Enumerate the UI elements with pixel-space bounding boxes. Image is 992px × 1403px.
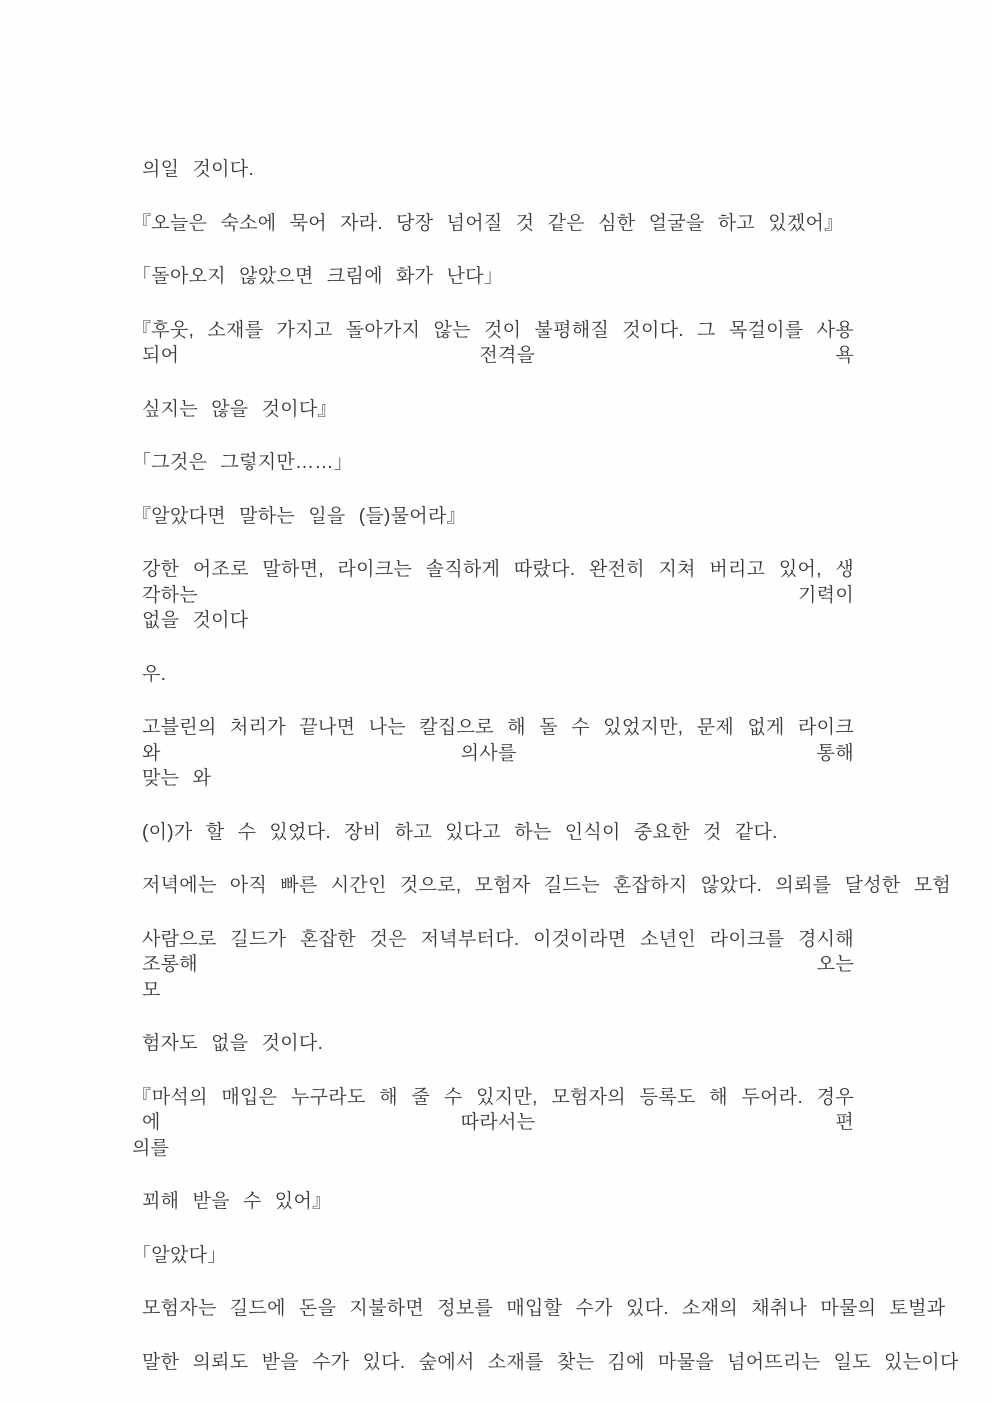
text-line: 『오늘은 숙소에 묵어 자라. 당장 넘어질 것 같은 심한 얼굴을 하고 있겠어』 — [132, 212, 844, 234]
paragraph — [132, 1085, 854, 1162]
text-line: 『후웃, 소재를 가지고 돌아가지 않는 것이 불평해질 것이다. 그 목걸이를 사용되어 전격을 욕 — [132, 319, 854, 366]
paragraph — [142, 820, 854, 846]
text-line: (이)가 할 수 있었다. 장비 하고 있다고 하는 인식이 중요한 것 같다. — [142, 821, 778, 843]
paragraph — [132, 318, 854, 369]
paragraph — [132, 450, 854, 476]
text-line: 싶지는 않을 것이다』 — [142, 398, 337, 420]
text-line: 없을 것이다 — [142, 610, 249, 631]
text-line: 『알았다면 말하는 일을 (들)물어라』 — [132, 505, 466, 527]
paragraph — [132, 264, 854, 290]
text-line: 맞는 와 — [142, 768, 212, 789]
paragraph — [142, 1296, 946, 1322]
text-line: 저녁에는 아직 빠른 시간인 것으로, 모험자 길드는 혼잡하지 않았다. 의뢰를 달성한 모험 — [142, 875, 952, 896]
paragraph — [142, 1189, 854, 1215]
paragraph — [132, 1243, 854, 1269]
paragraph — [142, 873, 952, 899]
paragraph — [142, 1031, 854, 1057]
text-line: 꾀해 받을 수 있어』 — [142, 1191, 332, 1212]
text-line: 우. — [142, 663, 167, 685]
text-line: 말한 의뢰도 받을 수가 있다. 숲에서 소재를 찾는 김에 마물을 넘어뜨리는 일도 있는이다 — [142, 1351, 959, 1373]
text-line: 의를 — [132, 1137, 170, 1159]
paragraph — [142, 157, 854, 183]
paragraph — [142, 1350, 959, 1376]
paragraph — [132, 504, 854, 530]
paragraph — [142, 662, 854, 688]
paragraph — [142, 927, 854, 1004]
paragraph — [142, 715, 854, 792]
text-line: 모험자는 길드에 돈을 지불하면 정보를 매입할 수가 있다. 소재의 채취나 마물의 토벌과 — [142, 1298, 946, 1319]
text-line: 강한 어조로 말하면, 라이크는 솔직하게 따랐다. 완전히 지쳐 버리고 있어, 생각하는 기력이 — [142, 559, 854, 606]
text-line: 험자도 없을 것이다. — [142, 1033, 324, 1054]
text-line: 고블린의 처리가 끝나면 나는 칼집으로 해 돌 수 있었지만, 문제 없게 라이크와 의사를 통해 — [142, 717, 854, 764]
text-line: 사람으로 길드가 혼잡한 것은 저녁부터다. 이것이라면 소년인 라이크를 경시해 조롱해 오는 — [142, 928, 854, 975]
text-content — [132, 157, 959, 1403]
paragraph — [142, 557, 854, 634]
text-line: 「그것은 그렇지만……」 — [132, 452, 353, 473]
paragraph — [142, 397, 854, 423]
text-line: 「돌아오지 않았으면 크림에 화가 난다」 — [132, 266, 504, 287]
text-line: 의일 것이다. — [142, 159, 255, 180]
text-line: 모 — [142, 979, 161, 1001]
text-line: 『마석의 매입은 누구라도 해 줄 수 있지만, 모험자의 등록도 해 두어라. 경우에 따라서는 편 — [132, 1086, 854, 1133]
paragraph — [132, 211, 854, 237]
text-line: 「알았다」 — [132, 1244, 227, 1266]
